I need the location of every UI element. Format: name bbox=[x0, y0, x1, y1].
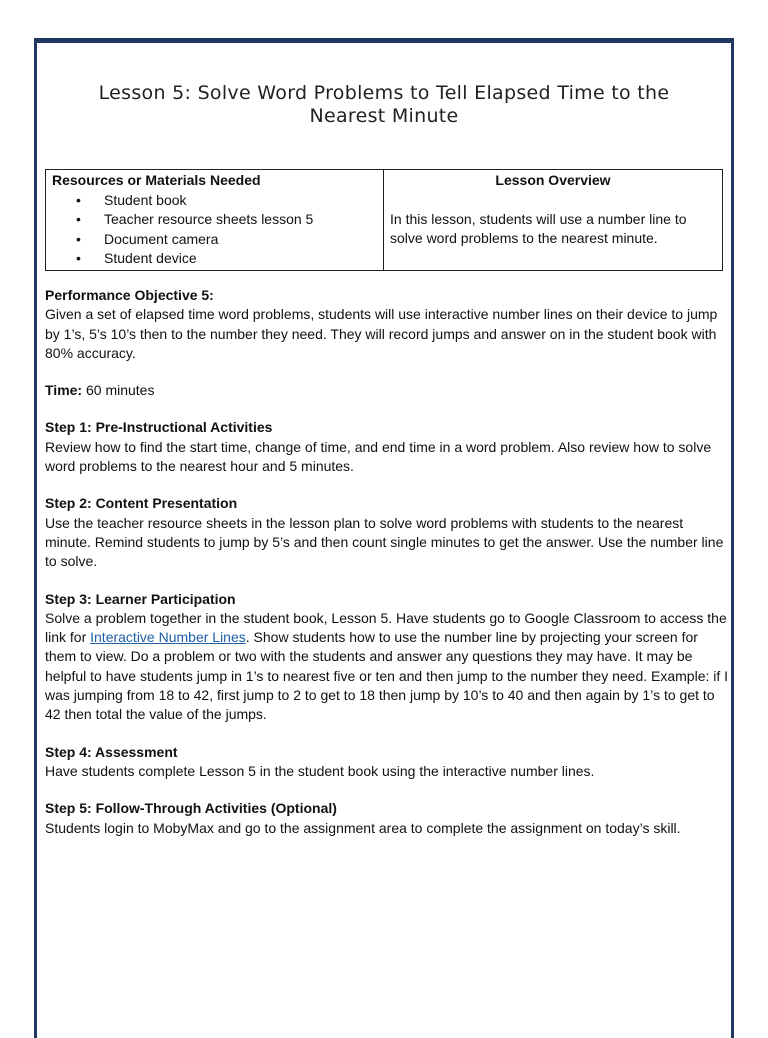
step3-text-after-link: . Show students how to use the number line by projecting your screen for them to view. Do a problem or two with the students and answer any questions they may have. It may be helpful to have students jump in 1’s to nearest five or ten and then jump to the number they need. Example: if I was jumping from 18 to 42, first jump to 2 to get to 18 then jump by 10’s to 40 and then again by 1’s to get to 42 then total the value of the jumps. bbox=[45, 629, 729, 723]
step5-section bbox=[45, 799, 729, 838]
table-row bbox=[46, 170, 723, 271]
resources-header: Resources or Materials Needed bbox=[52, 172, 261, 188]
step4-text: Have students complete Lesson 5 in the student book using the interactive number lines. bbox=[45, 762, 595, 779]
lesson-info-table bbox=[45, 169, 723, 271]
step1-section bbox=[45, 418, 729, 476]
list-item: • Student device bbox=[76, 249, 377, 269]
objective-text: Given a set of elapsed time word problems, students will use interactive number lines on their device to jump by 1’s, 5’s 10’s then to the number they need. They will record jumps and answer on in the student book with 80% accuracy. bbox=[45, 306, 718, 361]
list-item: • Document camera bbox=[76, 230, 377, 250]
time-label: Time: bbox=[45, 382, 83, 399]
lesson-body bbox=[45, 286, 729, 856]
step2-section bbox=[45, 494, 729, 571]
step3-heading: Step 3: Learner Participation bbox=[45, 590, 236, 607]
step3-text-before-link: Solve a problem together in the student book, Lesson 5. Have students go to Google Classroom to access the link for bbox=[45, 609, 727, 646]
step4-heading: Step 4: Assessment bbox=[45, 743, 178, 760]
overview-cell bbox=[384, 170, 723, 271]
resources-list bbox=[52, 191, 377, 269]
resources-cell bbox=[46, 170, 384, 271]
objective-section bbox=[45, 286, 729, 363]
step1-heading: Step 1: Pre-Instructional Activities bbox=[45, 419, 273, 436]
step4-section bbox=[45, 743, 729, 782]
step5-text: Students login to MobyMax and go to the assignment area to complete the assignment on today’s skill. bbox=[45, 819, 681, 836]
step5-heading: Step 5: Follow-Through Activities (Optional) bbox=[45, 800, 337, 817]
list-item: • Teacher resource sheets lesson 5 bbox=[76, 210, 377, 230]
step2-heading: Step 2: Content Presentation bbox=[45, 495, 238, 512]
list-item: • Student book bbox=[76, 191, 377, 211]
interactive-number-lines-link[interactable]: Interactive Number Lines bbox=[90, 629, 246, 646]
overview-text: In this lesson, students will use a number line to solve word problems to the nearest minute. bbox=[390, 210, 687, 246]
step2-text: Use the teacher resource sheets in the lesson plan to solve word problems with students to the nearest minute. Remind students to jump by 5’s and then count single minutes to get the answer. Use the number line to solve. bbox=[45, 514, 724, 570]
step1-text: Review how to find the start time, change of time, and end time in a word problem. Also review how to solve word problems to the nearest hour and 5 minutes. bbox=[45, 438, 712, 475]
overview-header: Lesson Overview bbox=[495, 172, 611, 188]
step3-section bbox=[45, 590, 729, 725]
time-value: 60 minutes bbox=[85, 382, 155, 399]
page-title bbox=[60, 82, 708, 128]
objective-heading: Performance Objective 5: bbox=[45, 287, 214, 303]
time-section bbox=[45, 381, 729, 400]
title-line-1: Lesson 5: Solve Word Problems to Tell Elapsed Time to the bbox=[98, 82, 670, 104]
title-line-2: Nearest Minute bbox=[309, 105, 459, 127]
